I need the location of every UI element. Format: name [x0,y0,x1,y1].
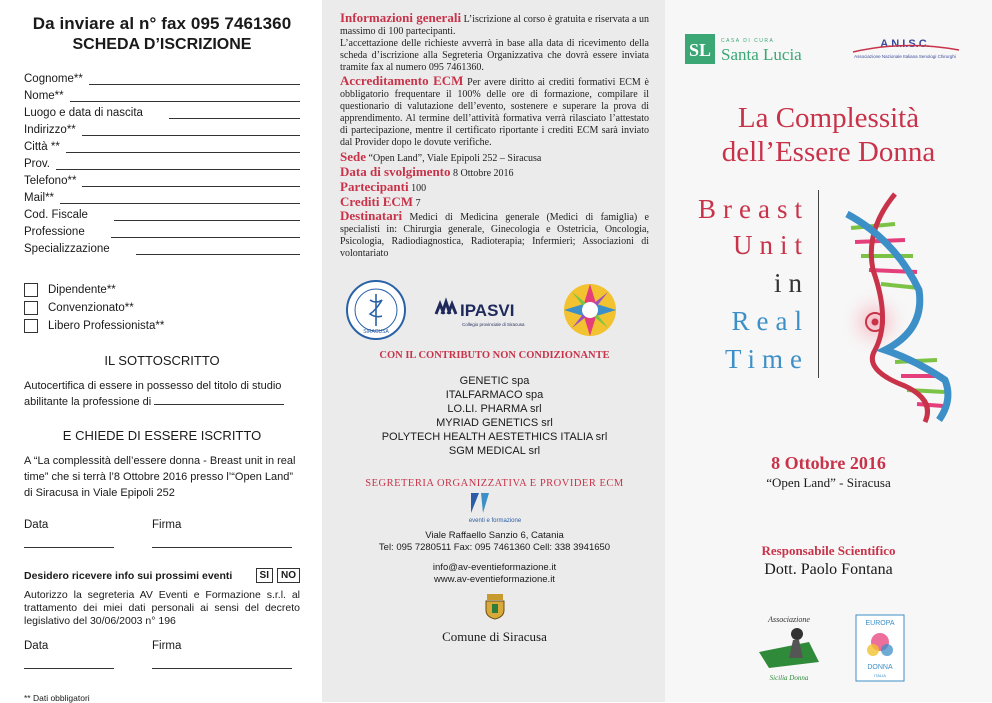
field-professione[interactable] [24,221,300,238]
donna-label: DONNA [867,664,893,671]
partecipanti-line [340,180,649,195]
av-logo-text: eventi e formazione [468,518,521,524]
signature-lines-2 [24,668,300,669]
field-luogo-data-nascita[interactable] [24,102,300,119]
field-label: Professione [24,226,85,238]
responsabile-name: Dott. Paolo Fontana [764,561,893,578]
fax-title: Da inviare al n° fax 095 7461360 [32,14,292,33]
anisc-name: A.N.I.S.C. [880,38,930,50]
field-label: Cognome** [24,73,83,85]
europa-label: EUROPA [865,620,895,627]
europa-donna-svg [855,614,905,682]
crediti-heading: Crediti ECM [340,194,414,209]
ipasvi-logo [436,301,525,327]
anisc-sub: Associazione Nazionale Italiana Senologi Chirurghi [854,54,956,59]
partner-logos-svg [340,270,650,350]
responsabile-label: Responsabile Scientifico [761,543,896,558]
field-label: Cod. Fiscale [24,209,88,221]
info-question: Desidero ricevere info sui prossimi eventi [24,569,233,582]
europa-donna-logo [855,614,905,687]
provider-contacts [340,562,649,586]
checkbox-convenzionato[interactable] [24,299,300,317]
firma-blank[interactable] [152,547,292,548]
ordine-medici-logo [347,281,405,339]
field-label: Indirizzo** [24,124,76,136]
sl-mark: SL [688,40,712,60]
checkbox-box[interactable] [24,301,38,315]
segreteria-heading: SEGRETERIA ORGANIZZATIVA E PROVIDER ECM [365,478,624,489]
data-firma-row-2 [24,640,300,652]
dna-breast-illustration [835,190,975,430]
unit-word: Unit [732,230,809,260]
av-logo [340,491,649,530]
field-specializzazione[interactable] [24,238,300,255]
checkbox-label: Dipendente** [48,284,116,296]
field-label: Mail** [24,192,55,204]
sponsor-item: LO.LI. PHARMA srl [447,403,542,415]
autocertifica-text [24,378,300,410]
sottoscritto-heading: IL SOTTOSCRITTO [104,353,220,368]
sicilia-donna-name: Sicilia Donna [769,674,809,682]
field-label: Prov. [24,158,50,170]
chiede-text: A “La complessità dell’essere donna - Breast unit in real time” che si terrà l’8 Ottobre 2016 presso l’“Open Land” di Siracusa in Viale Epipoli 252 [24,455,296,499]
crediti-text: 7 [415,198,421,209]
sponsor-item: POLYTECH HEALTH AESTETHICS ITALIA srl [381,431,608,443]
destinatari-section [340,210,649,260]
field-mail[interactable] [24,187,300,204]
field-indirizzo[interactable] [24,119,300,136]
casa-di-cura-label: CASA DI CURA [721,38,775,44]
ecm-text: Per avere diritto ai crediti formativi ECM è obbligatorio frequentare il 100% delle ore di formazione, compilare il questionario di valutazione dell’evento, sostenere e superare la prova di apprendimento. Al termine dell’attività formativa verrà rilasciato l’attestato di partecipazione, mentre il certificato riportante i crediti ECM sarà inviato dal Provider dopo le dovute verifiche. [340,77,649,148]
sponsor-item: GENETIC spa [459,375,530,387]
title-line1: La Complessità [737,102,920,134]
sede-heading: Sede [340,149,366,164]
anisc-svg [843,36,978,66]
santa-lucia-name: Santa Lucia [721,45,802,64]
sponsor-item: MYRIAD GENETICS srl [436,417,553,429]
field-cognome[interactable] [24,68,300,85]
partecipanti-heading: Partecipanti [340,179,409,194]
santa-lucia-logo [685,32,835,77]
real-word: Real [731,306,809,336]
sponsor-item: ITALFARMACO spa [445,389,544,401]
scheda-title: SCHEDA D’ISCRIZIONE [72,36,252,53]
checkbox-box[interactable] [24,319,38,333]
field-label: Città ** [24,141,60,153]
anisc-logo [843,36,978,71]
data-label: Data [24,519,49,531]
divider-line [818,190,819,378]
field-prov[interactable] [24,153,300,170]
sicilia-donna-logo [749,612,829,689]
info-question-row [24,568,300,583]
si-option[interactable]: SI [256,568,273,583]
sponsor-item: SGM MEDICAL srl [448,445,541,457]
ecm-heading: Accreditamento ECM [340,73,464,88]
colorful-flower-logo [564,284,616,336]
autorizzo-text: Autorizzo la segreteria AV Eventi e Formazione s.r.l. al trattamento dei miei dati personali ai sensi del decreto legislativo del 30/06/2003 n° 196 [24,589,300,627]
informazioni-heading: Informazioni generali [340,10,462,25]
contributo-heading: CON IL CONTRIBUTO NON CONDIZIONANTE [379,350,610,361]
website-link[interactable]: www.av-eventieformazione.it [434,574,555,585]
autocertifica-line1: Autocertifica di essere in possesso del titolo di studio [24,380,282,392]
professione-blank[interactable] [154,395,284,405]
dna-svg [835,190,975,425]
breast-word: Breast [698,194,809,224]
field-label: Nome** [24,90,64,102]
no-option[interactable]: NO [277,568,300,583]
sede-text: “Open Land”, Viale Epipoli 252 – Siracusa [368,153,542,164]
data-label-2: Data [24,640,49,652]
chiede-heading: E CHIEDE DI ESSERE ISCRITTO [62,428,262,443]
ipasvi-sub: Collegio provinciale di Siracusa [462,322,525,327]
field-nome[interactable] [24,85,300,102]
svolgimento-line [340,165,649,180]
ipasvi-label: IPASVI [460,301,515,320]
destinatari-text: Medici di Medicina generale (Medici di famiglia) e specialisti in: Chirurgia generale, Ginecologia e Ostetricia, Oncologia, Psicologia, Radiodiagnostica, Radioterapia; Infermieri; Associazioni di volontariato [340,212,649,259]
phones-line: Tel: 095 7280511 Fax: 095 7461360 Cell: 338 3941650 [378,542,611,553]
data-blank-2[interactable] [24,668,114,669]
data-blank[interactable] [24,547,114,548]
checkbox-box[interactable] [24,283,38,297]
field-label: Luogo e data di nascita [24,107,143,119]
data-firma-row [24,519,300,531]
checkbox-libero-professionista[interactable] [24,317,300,335]
footnote: ** Dati obbligatori [24,693,90,703]
checkbox-label: Libero Professionista** [48,320,165,332]
comune-label: Comune di Siracusa [442,629,547,644]
field-label: Specializzazione [24,243,110,255]
email-link[interactable]: info@av-eventieformazione.it [432,562,557,573]
address-line: Viale Raffaello Sanzio 6, Catania [425,530,564,541]
cover-date: 8 Ottobre 2016 [771,453,886,473]
field-codice-fiscale[interactable] [24,204,300,221]
cover-title [665,101,992,169]
italia-label: ITALIA [874,673,886,678]
sicilia-donna-svg [749,612,829,684]
field-telefono[interactable] [24,170,300,187]
firma-blank-2[interactable] [152,668,292,669]
cover-place: “Open Land” - Siracusa [766,475,891,490]
partner-logos [340,270,649,350]
checkbox-label: Convenzionato** [48,302,134,314]
firma-label-2: Firma [152,640,182,652]
svolgimento-text: 8 Ottobre 2016 [453,168,514,179]
autocertifica-line2: abilitante la professione di [24,396,152,408]
field-citta[interactable] [24,136,300,153]
ordine-label: SIRACUSA [363,329,389,335]
time-word: Time [724,344,809,374]
firma-label: Firma [152,519,182,531]
svolgimento-heading: Data di svolgimento [340,164,451,179]
ecm-section [340,75,649,149]
registration-form-panel [0,0,322,702]
destinatari-heading: Destinatari [340,208,403,223]
comune-crest-icon [340,594,649,625]
title-line2: dell’Essere Donna [721,136,936,168]
checkbox-dipendente[interactable] [24,281,300,299]
sede-line [340,150,649,165]
sponsor-list [340,374,649,458]
santa-lucia-svg [685,32,835,72]
av-logo-svg [435,491,555,525]
informazioni-section [340,12,649,38]
signature-lines [24,547,300,548]
employment-checkboxes [24,281,300,335]
cover-panel [665,0,992,702]
in-word: in [773,268,809,298]
info-panel [322,0,665,702]
accettazione-text: L’accettazione delle richieste avverrà in base alla data di ricevimento della scheda d’iscrizione alla Segreteria Organizzativa che dovrà essere inviata tramite fax al numero 095 7461360. [340,38,649,73]
informazioni-text: L’iscrizione al corso è gratuita e riservata a un massimo di 100 partecipanti. [340,14,649,37]
field-label: Telefono** [24,175,77,187]
partecipanti-text: 100 [411,183,427,194]
sicilia-assoc-label: Associazione [768,615,810,624]
provider-address [340,530,649,554]
crest-svg [484,594,506,620]
